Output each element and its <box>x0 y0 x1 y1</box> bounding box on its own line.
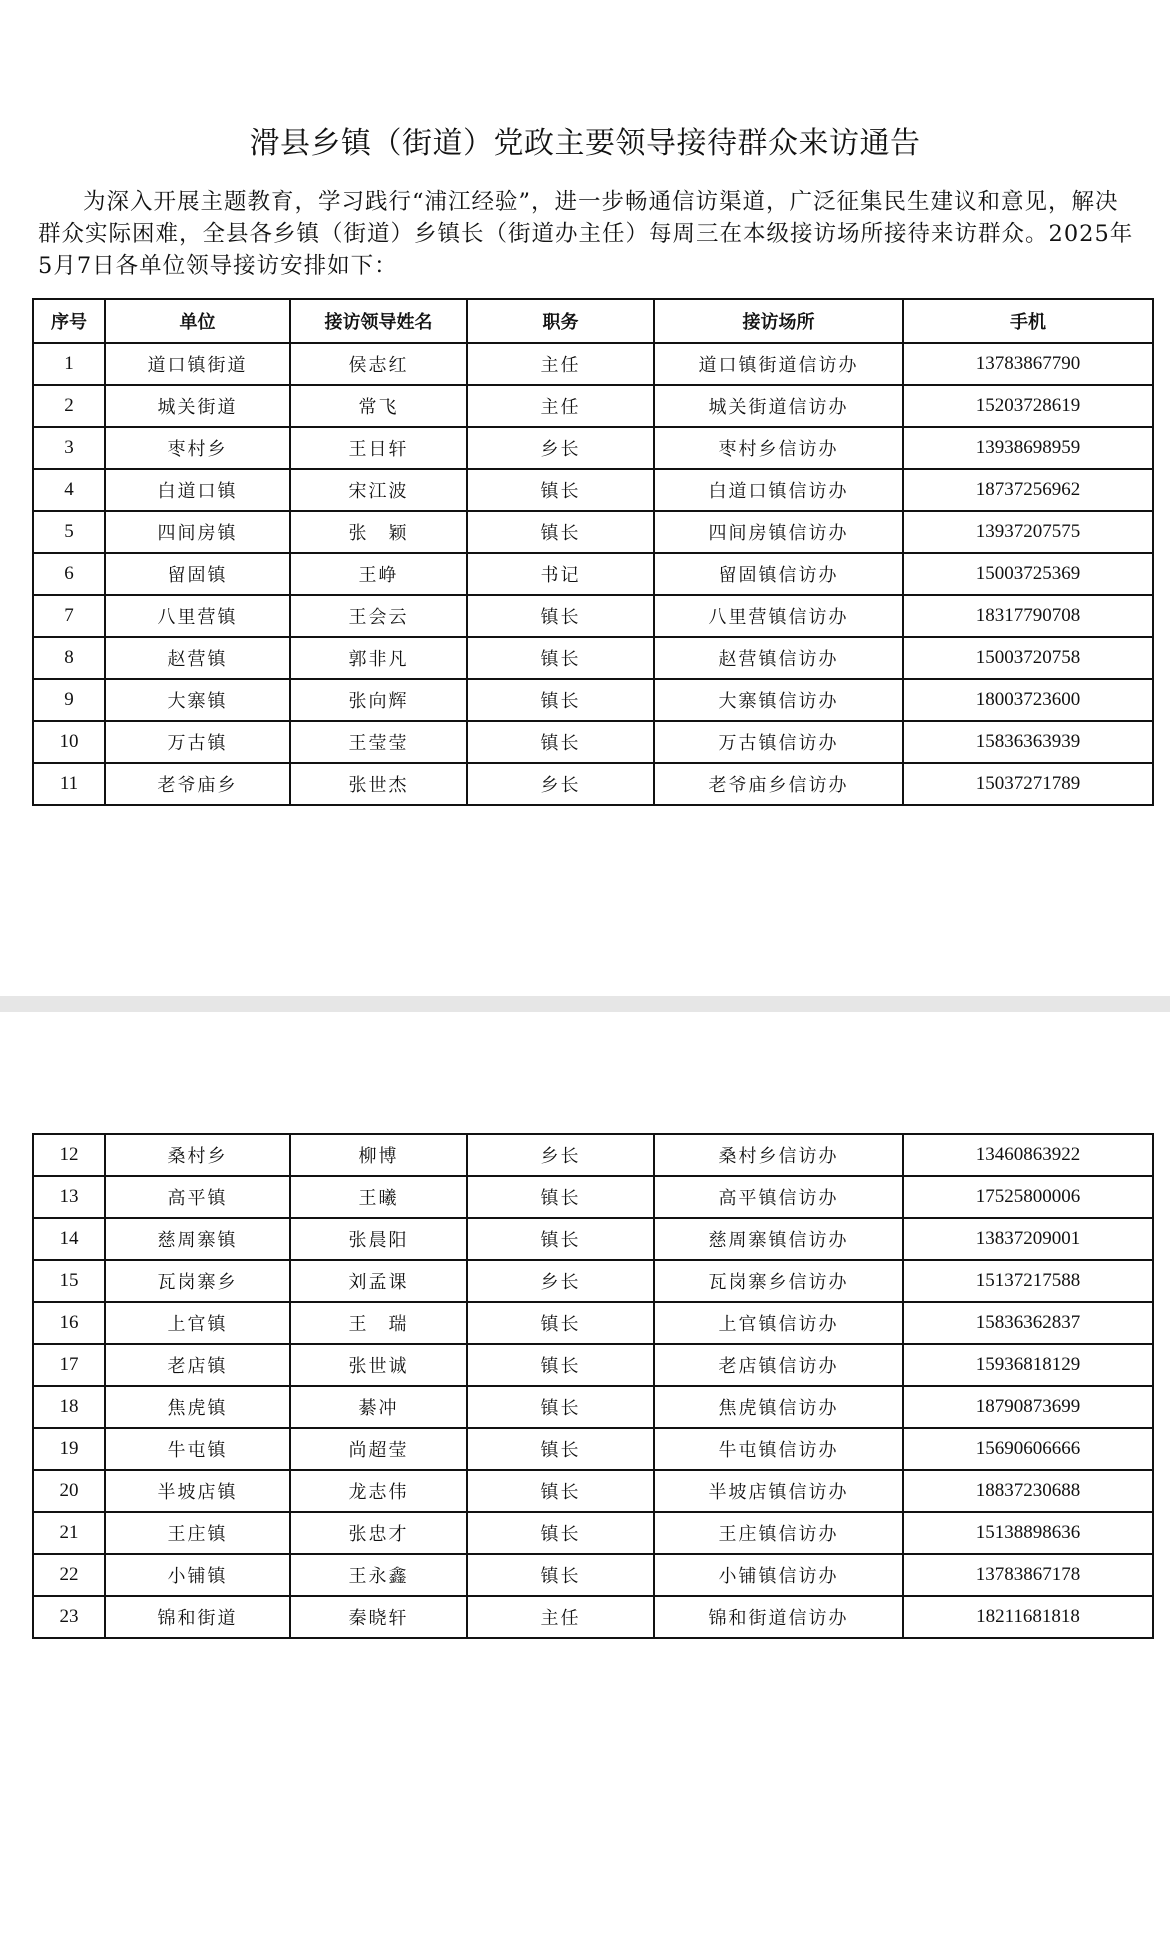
leader-name: 张 颖 <box>290 511 467 553</box>
phone-number: 18737256962 <box>903 469 1153 511</box>
document-page-2 <box>0 1012 1170 1960</box>
phone-number: 15137217588 <box>903 1260 1153 1302</box>
leader-name: 张忠才 <box>290 1512 467 1554</box>
leader-name: 张世诚 <box>290 1344 467 1386</box>
unit-name: 老爷庙乡 <box>105 763 290 805</box>
position: 镇长 <box>467 469 654 511</box>
phone-number: 18003723600 <box>903 679 1153 721</box>
table-row <box>33 1176 1153 1218</box>
intro-paragraph: 为深入开展主题教育，学习践行“浦江经验”，进一步畅通信访渠道，广泛征集民生建议和意见，解决群众实际困难，全县各乡镇（街道）乡镇长（街道办主任）每周三在本级接访场所接待来访群众。2025年5月7日各单位领导接访安排如下： <box>38 189 1134 279</box>
leader-name: 王会云 <box>290 595 467 637</box>
unit-name: 赵营镇 <box>105 637 290 679</box>
position: 镇长 <box>467 1470 654 1512</box>
row-index: 4 <box>33 469 105 511</box>
reception-location: 高平镇信访办 <box>654 1176 903 1218</box>
header-index: 序号 <box>33 299 105 343</box>
leader-name: 张世杰 <box>290 763 467 805</box>
table-row <box>33 679 1153 721</box>
table-row <box>33 1554 1153 1596</box>
phone-number: 13783867178 <box>903 1554 1153 1596</box>
row-index: 19 <box>33 1428 105 1470</box>
row-index: 15 <box>33 1260 105 1302</box>
position: 镇长 <box>467 1386 654 1428</box>
row-index: 5 <box>33 511 105 553</box>
table-row <box>33 343 1153 385</box>
position: 镇长 <box>467 1344 654 1386</box>
row-index: 8 <box>33 637 105 679</box>
unit-name: 老店镇 <box>105 1344 290 1386</box>
row-index: 9 <box>33 679 105 721</box>
phone-number: 15003725369 <box>903 553 1153 595</box>
leader-name: 王曦 <box>290 1176 467 1218</box>
unit-name: 慈周寨镇 <box>105 1218 290 1260</box>
phone-number: 15138898636 <box>903 1512 1153 1554</box>
table-row <box>33 721 1153 763</box>
row-index: 7 <box>33 595 105 637</box>
leader-name: 张向辉 <box>290 679 467 721</box>
row-index: 6 <box>33 553 105 595</box>
phone-number: 15936818129 <box>903 1344 1153 1386</box>
header-leader-name: 接访领导姓名 <box>290 299 467 343</box>
reception-location: 八里营镇信访办 <box>654 595 903 637</box>
leader-name: 龙志伟 <box>290 1470 467 1512</box>
phone-number: 13460863922 <box>903 1134 1153 1176</box>
position: 镇长 <box>467 1218 654 1260</box>
unit-name: 枣村乡 <box>105 427 290 469</box>
leader-name: 常飞 <box>290 385 467 427</box>
unit-name: 桑村乡 <box>105 1134 290 1176</box>
header-unit: 单位 <box>105 299 290 343</box>
table-row <box>33 595 1153 637</box>
reception-schedule-table-part-2 <box>32 1133 1154 1639</box>
reception-location: 瓦岗寨乡信访办 <box>654 1260 903 1302</box>
phone-number: 18790873699 <box>903 1386 1153 1428</box>
position: 主任 <box>467 343 654 385</box>
row-index: 16 <box>33 1302 105 1344</box>
reception-location: 城关街道信访办 <box>654 385 903 427</box>
position: 镇长 <box>467 1428 654 1470</box>
table-row <box>33 1470 1153 1512</box>
unit-name: 道口镇街道 <box>105 343 290 385</box>
phone-number: 13938698959 <box>903 427 1153 469</box>
position: 镇长 <box>467 511 654 553</box>
row-index: 13 <box>33 1176 105 1218</box>
table-header-row <box>33 299 1153 343</box>
position: 镇长 <box>467 595 654 637</box>
phone-number: 17525800006 <box>903 1176 1153 1218</box>
reception-location: 老爷庙乡信访办 <box>654 763 903 805</box>
reception-location: 牛屯镇信访办 <box>654 1428 903 1470</box>
position: 镇长 <box>467 1512 654 1554</box>
header-location: 接访场所 <box>654 299 903 343</box>
leader-name: 王峥 <box>290 553 467 595</box>
position: 镇长 <box>467 1176 654 1218</box>
reception-location: 大寨镇信访办 <box>654 679 903 721</box>
reception-location: 半坡店镇信访办 <box>654 1470 903 1512</box>
unit-name: 焦虎镇 <box>105 1386 290 1428</box>
header-position: 职务 <box>467 299 654 343</box>
reception-location: 道口镇街道信访办 <box>654 343 903 385</box>
phone-number: 15003720758 <box>903 637 1153 679</box>
leader-name: 尚超莹 <box>290 1428 467 1470</box>
unit-name: 牛屯镇 <box>105 1428 290 1470</box>
position: 镇长 <box>467 679 654 721</box>
row-index: 21 <box>33 1512 105 1554</box>
table-row <box>33 511 1153 553</box>
unit-name: 高平镇 <box>105 1176 290 1218</box>
position: 乡长 <box>467 1134 654 1176</box>
reception-location: 留固镇信访办 <box>654 553 903 595</box>
leader-name: 侯志红 <box>290 343 467 385</box>
leader-name: 刘孟课 <box>290 1260 467 1302</box>
table-row <box>33 385 1153 427</box>
unit-name: 四间房镇 <box>105 511 290 553</box>
reception-location: 四间房镇信访办 <box>654 511 903 553</box>
header-phone: 手机 <box>903 299 1153 343</box>
leader-name: 王日轩 <box>290 427 467 469</box>
position: 乡长 <box>467 763 654 805</box>
table-row <box>33 1428 1153 1470</box>
reception-location: 万古镇信访办 <box>654 721 903 763</box>
row-index: 18 <box>33 1386 105 1428</box>
row-index: 10 <box>33 721 105 763</box>
unit-name: 八里营镇 <box>105 595 290 637</box>
leader-name: 王莹莹 <box>290 721 467 763</box>
row-index: 23 <box>33 1596 105 1638</box>
phone-number: 18317790708 <box>903 595 1153 637</box>
reception-schedule-table-part-1 <box>32 298 1154 806</box>
position: 主任 <box>467 1596 654 1638</box>
phone-number: 15836363939 <box>903 721 1153 763</box>
table-row <box>33 1386 1153 1428</box>
phone-number: 15203728619 <box>903 385 1153 427</box>
unit-name: 城关街道 <box>105 385 290 427</box>
leader-name: 张晨阳 <box>290 1218 467 1260</box>
unit-name: 小铺镇 <box>105 1554 290 1596</box>
row-index: 1 <box>33 343 105 385</box>
reception-location: 枣村乡信访办 <box>654 427 903 469</box>
table-row <box>33 637 1153 679</box>
row-index: 11 <box>33 763 105 805</box>
table-row <box>33 1344 1153 1386</box>
table-row <box>33 1512 1153 1554</box>
row-index: 3 <box>33 427 105 469</box>
reception-location: 小铺镇信访办 <box>654 1554 903 1596</box>
table-row <box>33 1596 1153 1638</box>
page-title: 滑县乡镇（街道）党政主要领导接待群众来访通告 <box>249 126 921 161</box>
phone-number: 13837209001 <box>903 1218 1153 1260</box>
reception-location: 慈周寨镇信访办 <box>654 1218 903 1260</box>
leader-name: 宋江波 <box>290 469 467 511</box>
phone-number: 15690606666 <box>903 1428 1153 1470</box>
reception-location: 锦和街道信访办 <box>654 1596 903 1638</box>
row-index: 22 <box>33 1554 105 1596</box>
reception-location: 王庄镇信访办 <box>654 1512 903 1554</box>
row-index: 12 <box>33 1134 105 1176</box>
leader-name: 綦冲 <box>290 1386 467 1428</box>
leader-name: 郭非凡 <box>290 637 467 679</box>
position: 乡长 <box>467 427 654 469</box>
position: 乡长 <box>467 1260 654 1302</box>
position: 镇长 <box>467 1302 654 1344</box>
position: 镇长 <box>467 1554 654 1596</box>
table-row <box>33 1260 1153 1302</box>
position: 镇长 <box>467 721 654 763</box>
table-row <box>33 1218 1153 1260</box>
row-index: 2 <box>33 385 105 427</box>
table-row <box>33 553 1153 595</box>
reception-location: 老店镇信访办 <box>654 1344 903 1386</box>
phone-number: 18837230688 <box>903 1470 1153 1512</box>
table-row <box>33 469 1153 511</box>
position: 镇长 <box>467 637 654 679</box>
unit-name: 白道口镇 <box>105 469 290 511</box>
unit-name: 大寨镇 <box>105 679 290 721</box>
reception-location: 上官镇信访办 <box>654 1302 903 1344</box>
row-index: 20 <box>33 1470 105 1512</box>
phone-number: 13937207575 <box>903 511 1153 553</box>
unit-name: 锦和街道 <box>105 1596 290 1638</box>
reception-location: 桑村乡信访办 <box>654 1134 903 1176</box>
reception-location: 白道口镇信访办 <box>654 469 903 511</box>
table-row <box>33 1134 1153 1176</box>
row-index: 14 <box>33 1218 105 1260</box>
position: 书记 <box>467 553 654 595</box>
phone-number: 15037271789 <box>903 763 1153 805</box>
unit-name: 瓦岗寨乡 <box>105 1260 290 1302</box>
phone-number: 18211681818 <box>903 1596 1153 1638</box>
unit-name: 上官镇 <box>105 1302 290 1344</box>
phone-number: 13783867790 <box>903 343 1153 385</box>
leader-name: 秦晓轩 <box>290 1596 467 1638</box>
unit-name: 半坡店镇 <box>105 1470 290 1512</box>
leader-name: 王永鑫 <box>290 1554 467 1596</box>
reception-location: 焦虎镇信访办 <box>654 1386 903 1428</box>
table-row <box>33 1302 1153 1344</box>
leader-name: 王 瑞 <box>290 1302 467 1344</box>
table-row <box>33 763 1153 805</box>
unit-name: 万古镇 <box>105 721 290 763</box>
phone-number: 15836362837 <box>903 1302 1153 1344</box>
unit-name: 王庄镇 <box>105 1512 290 1554</box>
page-separator <box>0 996 1170 1012</box>
reception-location: 赵营镇信访办 <box>654 637 903 679</box>
unit-name: 留固镇 <box>105 553 290 595</box>
leader-name: 柳博 <box>290 1134 467 1176</box>
row-index: 17 <box>33 1344 105 1386</box>
table-row <box>33 427 1153 469</box>
position: 主任 <box>467 385 654 427</box>
